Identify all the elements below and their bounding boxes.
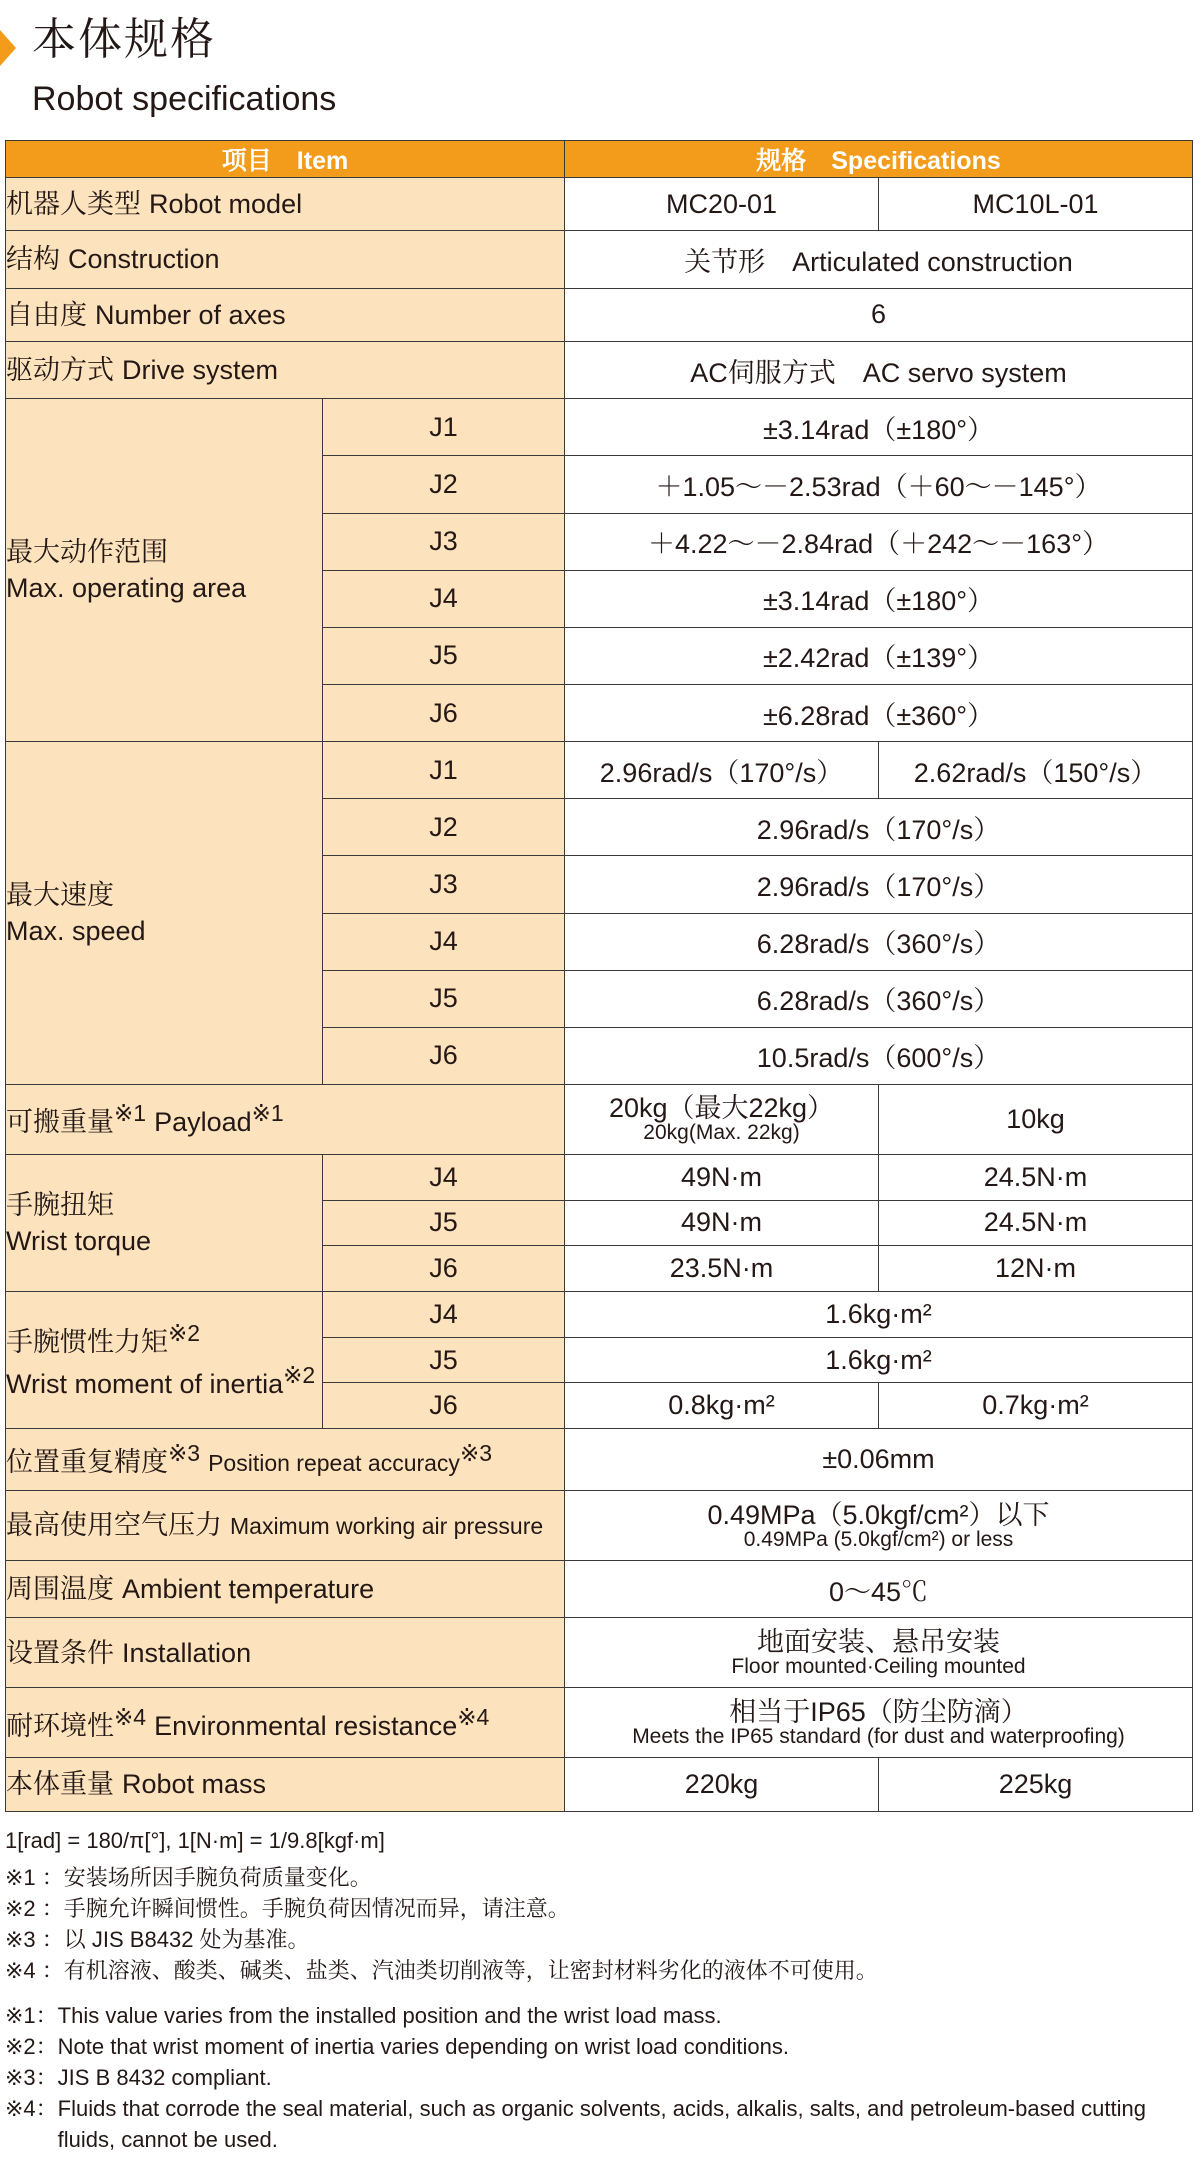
footnote-zh: ※3 ： 以 JIS B8432 处为基准。 [5,1927,310,1952]
row-speed-j1 [6,742,1193,799]
drive-value: AC伺服方式 AC servo system [565,342,1193,399]
air-value: 0.49MPa（5.0kgf/cm²）以下 0.49MPa (5.0kgf/cm²) or less [565,1491,1193,1561]
range-axis: J1 [323,399,565,456]
footnote-en: ※2： Note that wrist moment of inertia varies depending on wrist load conditions. [5,2034,789,2059]
row-construction [6,231,1193,288]
range-value: ＋4.22～－2.84rad（＋242～－163°） [565,513,1193,570]
label-install: 设置条件 Installation [6,1618,565,1688]
torque-axis: J4 [323,1154,565,1200]
row-payload [6,1084,1193,1154]
label-range: 最大动作范围 Max. operating area [6,399,323,742]
model-b: MC10L-01 [879,178,1193,231]
range-value: ±2.42rad（±139°） [565,627,1193,684]
label-air: 最高使用空气压力 Maximum working air pressure [6,1491,565,1561]
inertia-axis: J4 [323,1292,565,1338]
footnote-en: ※4： Fluids that corrode the seal material, such as organic solvents, acids, alkalis, salts, and petroleum-based cutting fluids, cannot be used. [5,2096,1146,2152]
range-value: ±3.14rad（±180°） [565,399,1193,456]
label-temp: 周围温度 Ambient temperature [6,1561,565,1618]
torque-value-b: 12N·m [879,1246,1193,1292]
footnote-zh: ※1 ： 安装场所因手腕负荷质量变化。 [5,1865,372,1890]
speed-axis: J4 [323,913,565,970]
env-value: 相当于IP65（防尘防滴） Meets the IP65 standard (for dust and waterproofing) [565,1688,1193,1758]
speed-axis: J5 [323,970,565,1027]
footnote-zh: ※2 ： 手腕允许瞬间惯性。手腕负荷因情况而异，请注意。 [5,1896,570,1921]
footnote-zh: ※4 ： 有机溶液、酸类、碱类、盐类、汽油类切削液等，让密封材料劣化的液体不可使用。 [5,1958,878,1983]
speed-value-b: 2.62rad/s（150°/s） [879,742,1193,799]
row-drive [6,342,1193,399]
section-marker-icon [0,30,16,66]
label-torque: 手腕扭矩 Wrist torque [6,1154,323,1291]
inertia-value-a: 0.8kg·m² [565,1383,879,1429]
construction-value: 关节形 Articulated construction [565,231,1193,288]
page-header [0,0,1200,140]
range-value: ±3.14rad（±180°） [565,570,1193,627]
row-air [6,1491,1193,1561]
range-axis: J2 [323,456,565,513]
range-value: ±6.28rad（±360°） [565,684,1193,741]
footnote-en: ※3： JIS B 8432 compliant. [5,2065,272,2090]
row-torque-j4 [6,1154,1193,1200]
header-item: 项目 Item [6,141,565,178]
torque-value-b: 24.5N·m [879,1200,1193,1246]
payload-a: 20kg（最大22kg） 20kg(Max. 22kg) [565,1084,879,1154]
row-install [6,1618,1193,1688]
page-title-en: Robot specifications [32,80,337,118]
torque-axis: J5 [323,1200,565,1246]
label-env: 耐环境性$^{※4}$ Environmental resistance$^{※4}$ [6,1688,565,1758]
speed-value: 2.96rad/s（170°/s） [565,856,1193,913]
speed-value-a: 2.96rad/s（170°/s） [565,742,879,799]
label-model: 机器人类型 Robot model [6,178,565,231]
inertia-value: 1.6kg·m² [565,1292,1193,1338]
inertia-axis: J5 [323,1337,565,1383]
footnotes [5,1825,1195,2155]
label-axes: 自由度 Number of axes [6,288,565,341]
speed-value: 10.5rad/s（600°/s） [565,1027,1193,1084]
temp-value: 0～45℃ [565,1561,1193,1618]
speed-value: 6.28rad/s（360°/s） [565,913,1193,970]
row-model [6,178,1193,231]
axes-value: 6 [565,288,1193,341]
footnote-en: ※1： This value varies from the installed position and the wrist load mass. [5,2003,722,2028]
repeat-value: ±0.06mm [565,1429,1193,1491]
mass-a: 220kg [565,1758,879,1812]
header-spec: 规格 Specifications [565,141,1193,178]
row-env [6,1688,1193,1758]
range-axis: J5 [323,627,565,684]
torque-value-a: 49N·m [565,1200,879,1246]
row-repeat [6,1429,1193,1491]
inertia-axis: J6 [323,1383,565,1429]
label-speed: 最大速度 Max. speed [6,742,323,1085]
label-repeat: 位置重复精度$^{※3}$ Position repeat accuracy$^{※3}$ [6,1429,565,1491]
page-title-zh: 本体规格 [32,14,216,65]
range-axis: J3 [323,513,565,570]
speed-axis: J6 [323,1027,565,1084]
inertia-value-b: 0.7kg·m² [879,1383,1193,1429]
mass-b: 225kg [879,1758,1193,1812]
inertia-value: 1.6kg·m² [565,1337,1193,1383]
speed-axis: J1 [323,742,565,799]
torque-value-b: 24.5N·m [879,1154,1193,1200]
row-range-j1 [6,399,1193,456]
speed-axis: J3 [323,856,565,913]
conversion-note: 1[rad] = 180/π[°], 1[N·m] = 1/9.8[kgf·m] [5,1828,385,1853]
row-temp [6,1561,1193,1618]
range-axis: J4 [323,570,565,627]
row-mass [6,1758,1193,1812]
speed-axis: J2 [323,799,565,856]
label-mass: 本体重量 Robot mass [6,1758,565,1812]
label-payload: 可搬重量$^{※1}$ Payload$^{※1}$ [6,1084,565,1154]
speed-value: 6.28rad/s（360°/s） [565,970,1193,1027]
row-axes [6,288,1193,341]
install-value: 地面安装、悬吊安装 Floor mounted·Ceiling mounted [565,1618,1193,1688]
spec-table [5,140,1193,1812]
torque-value-a: 23.5N·m [565,1246,879,1292]
speed-value: 2.96rad/s（170°/s） [565,799,1193,856]
label-drive: 驱动方式 Drive system [6,342,565,399]
payload-b: 10kg [879,1084,1193,1154]
torque-value-a: 49N·m [565,1154,879,1200]
model-a: MC20-01 [565,178,879,231]
label-construction: 结构 Construction [6,231,565,288]
label-inertia: 手腕惯性力矩$^{※2}$ Wrist moment of inertia$^{※2}$ [6,1292,323,1429]
range-axis: J6 [323,684,565,741]
row-inertia-j4 [6,1292,1193,1338]
torque-axis: J6 [323,1246,565,1292]
range-value: ＋1.05～－2.53rad（＋60～－145°） [565,456,1193,513]
